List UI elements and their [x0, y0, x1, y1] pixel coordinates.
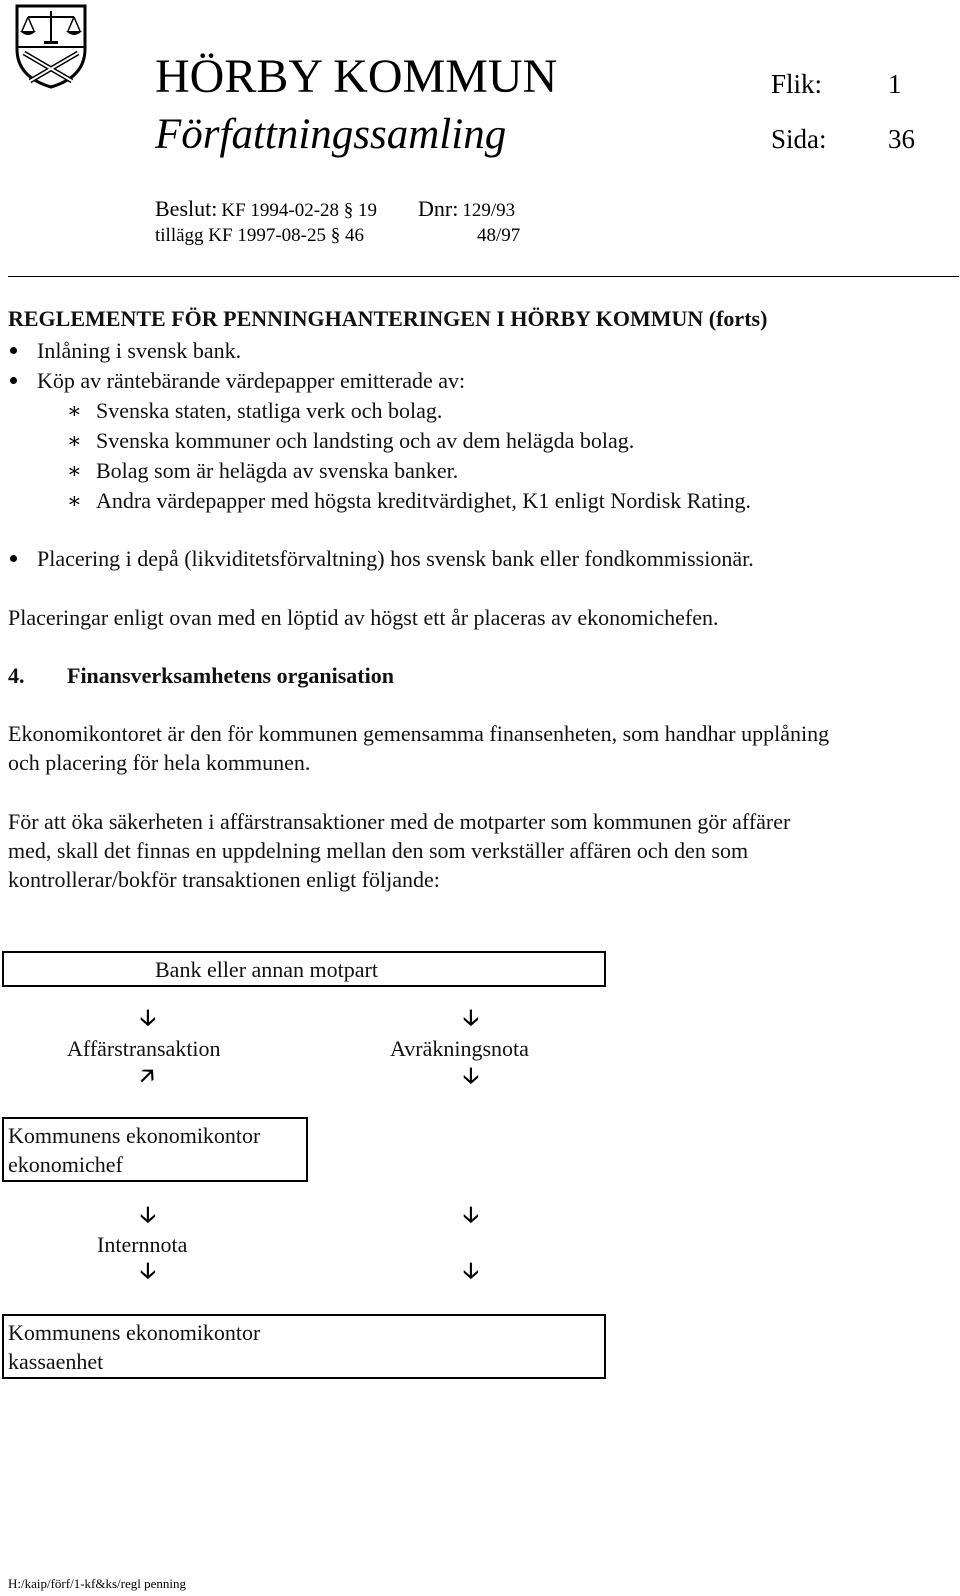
arrow-up-right-icon: 🡥: [140, 1064, 155, 1089]
beslut-line: [155, 198, 377, 221]
box-kassaenhet-line2: kassaenhet: [8, 1349, 104, 1374]
section-number: 4.: [8, 663, 25, 688]
avrakningsnota-label: Avräkningsnota: [390, 1036, 529, 1061]
para2-line1: För att öka säkerheten i affärstransaktioner med de motparter som kommunen gör affärer: [8, 809, 791, 834]
box-kassaenhet-line1: Kommunens ekonomikontor: [8, 1320, 261, 1345]
asterisk-icon: ∗: [67, 398, 82, 423]
sub-item-staten: Svenska staten, statliga verk och bolag.: [96, 398, 443, 423]
arrow-down-icon: 🡣: [463, 1006, 479, 1031]
asterisk-icon: ∗: [67, 428, 82, 453]
placeringar-text: Placeringar enligt ovan med en löptid av högst ett år placeras av ekonomichefen.: [8, 605, 719, 630]
arrow-down-icon: 🡣: [140, 1259, 156, 1284]
affarstransaktion-label: Affärstransaktion: [67, 1036, 221, 1061]
header-divider: [8, 276, 959, 277]
reglemente-heading: REGLEMENTE FÖR PENNINGHANTERINGEN I HÖRBY KOMMUN (forts): [8, 306, 768, 331]
footer-file-path: H:/kaip/förf/1-kf&ks/regl penning: [8, 1576, 186, 1591]
flik-label: Flik:: [771, 69, 823, 99]
para2-line3: kontrollerar/bokför transaktionen enligt följande:: [8, 867, 440, 892]
para2-line2: med, skall det finnas en uppdelning mellan den som verkställer affären och den som: [8, 838, 749, 863]
tillagg-dnr: 48/97: [477, 225, 521, 246]
arrow-down-icon: 🡣: [463, 1064, 479, 1089]
org-title: HÖRBY KOMMUN: [155, 50, 558, 103]
bullet-dot: [10, 555, 17, 562]
internnota-label: Internnota: [97, 1232, 188, 1257]
asterisk-icon: ∗: [67, 488, 82, 513]
bullet-dot: [10, 377, 17, 384]
bullet-item-kop: Köp av räntebärande värdepapper emitterade av:: [37, 368, 466, 393]
flik-value: 1: [888, 69, 902, 99]
arrow-down-icon: 🡣: [463, 1259, 479, 1284]
tillagg-value: tillägg KF 1997-08-25 § 46: [155, 225, 364, 246]
dnr-line: [418, 198, 515, 221]
beslut-label: Beslut:: [155, 196, 218, 221]
box-ekonomichef-line2: ekonomichef: [8, 1152, 123, 1177]
dnr-value: 129/93: [462, 200, 516, 221]
sub-item-kommuner: Svenska kommuner och landsting och av dem helägda bolag.: [96, 428, 635, 453]
arrow-down-icon: 🡣: [140, 1006, 156, 1031]
bullet-dot: [10, 347, 17, 354]
collection-subtitle: Författningssamling: [155, 111, 507, 158]
sida-value: 36: [888, 124, 915, 154]
para1-line1: Ekonomikontoret är den för kommunen gemensamma finansenheten, som handhar upplåning: [8, 721, 830, 746]
sub-item-bolag: Bolag som är helägda av svenska banker.: [96, 458, 459, 483]
arrow-down-icon: 🡣: [463, 1203, 479, 1228]
sub-item-andra: Andra värdepapper med högsta kreditvärdighet, K1 enligt Nordisk Rating.: [96, 488, 751, 513]
box-bank-motpart-label: Bank eller annan motpart: [155, 957, 378, 982]
box-ekonomichef-line1: Kommunens ekonomikontor: [8, 1123, 261, 1148]
dnr-label: Dnr:: [418, 196, 459, 221]
sida-label: Sida:: [771, 124, 827, 154]
horby-coat-of-arms-logo: [14, 3, 88, 89]
arrow-down-icon: 🡣: [140, 1203, 156, 1228]
beslut-value: KF 1994-02-28 § 19: [221, 200, 378, 221]
asterisk-icon: ∗: [67, 458, 82, 483]
section-title: Finansverksamhetens organisation: [67, 663, 394, 688]
para1-line2: och placering för hela kommunen.: [8, 750, 311, 775]
bullet-item-placering: Placering i depå (likviditetsförvaltning) hos svensk bank eller fondkommissionär.: [37, 546, 754, 571]
bullet-item-inlaning: Inlåning i svensk bank.: [37, 338, 242, 363]
